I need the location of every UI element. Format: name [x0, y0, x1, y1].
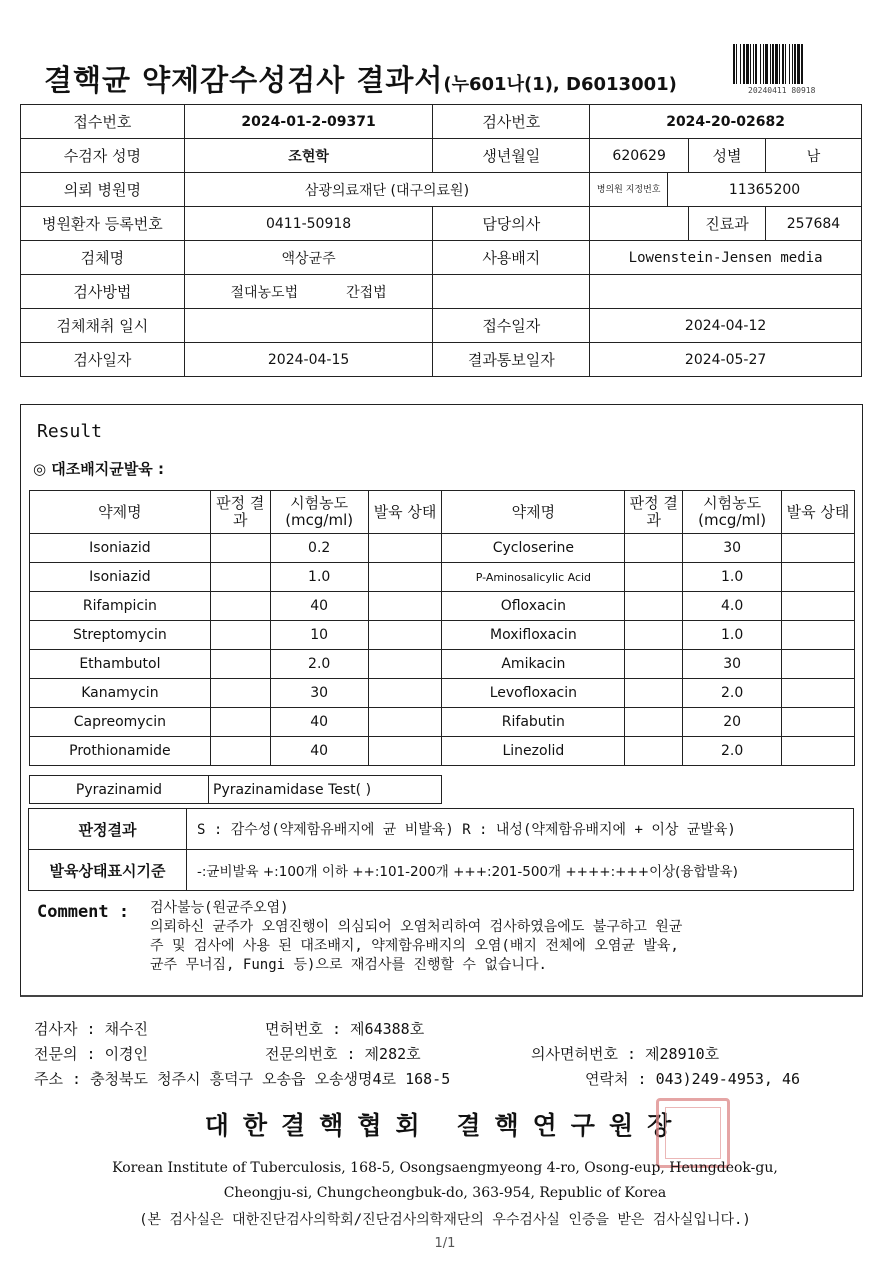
- title-suffix: (누601나(1), D6013001): [443, 74, 677, 95]
- report-date: 2024-05-27: [590, 343, 862, 377]
- growth-status: [782, 534, 855, 563]
- drug-row: [30, 592, 855, 621]
- comment-line: 주 및 검사에 사용 된 대조배지, 약제함유배지의 오염(배지 전체에 오염균 발육,: [150, 938, 679, 954]
- collect-date: [184, 309, 433, 343]
- license-no: 면허번호 : 제64388호: [265, 1020, 425, 1038]
- receipt-date: 2024-04-12: [590, 309, 862, 343]
- patient-reg-label: 병원환자 등록번호: [21, 207, 185, 241]
- judge-legend-label: 판정결과: [29, 809, 187, 850]
- drug-name: P-Aminosalicylic Acid: [442, 563, 625, 592]
- birth: 620629: [590, 139, 689, 173]
- method-label: 검사방법: [21, 275, 185, 309]
- judge-result: [625, 563, 683, 592]
- receipt-date-label: 접수일자: [433, 309, 590, 343]
- growth-status: [368, 621, 442, 650]
- growth-status: [368, 679, 442, 708]
- pza-label: Pyrazinamid: [30, 776, 209, 804]
- judge-result: [625, 679, 683, 708]
- growth-status: [782, 650, 855, 679]
- drug-name: Prothionamide: [30, 737, 211, 766]
- test-concentration: 10: [270, 621, 368, 650]
- test-concentration: 2.0: [270, 650, 368, 679]
- organization-name: 대한결핵협회 결핵연구원장: [204, 1111, 686, 1140]
- drug-name: Rifampicin: [30, 592, 211, 621]
- drug-name: Isoniazid: [30, 563, 211, 592]
- judge-result: [625, 592, 683, 621]
- test-concentration: 4.0: [683, 592, 782, 621]
- dept-label: 진료과: [689, 207, 766, 241]
- judge-result: [625, 534, 683, 563]
- drug-name: Linezolid: [442, 737, 625, 766]
- test-date: 2024-04-15: [184, 343, 433, 377]
- pza-table: [29, 775, 442, 804]
- judge-result: [210, 708, 270, 737]
- drug-name: Rifabutin: [442, 708, 625, 737]
- drug-name: Levofloxacin: [442, 679, 625, 708]
- drug-row: [30, 650, 855, 679]
- collect-date-label: 검체채취 일시: [21, 309, 185, 343]
- drug-row: [30, 708, 855, 737]
- drug-row: [30, 534, 855, 563]
- barcode-icon: [733, 44, 851, 86]
- judge-result: [210, 592, 270, 621]
- comment-line: 균주 무너짐, Fungi 등)으로 재검사를 진행할 수 없습니다.: [150, 957, 547, 973]
- growth-status: [782, 563, 855, 592]
- comment-line: 의뢰하신 균주가 오염진행이 의심되어 오염처리하여 검사하였음에도 불구하고 원균: [150, 919, 683, 935]
- growth-status: [782, 708, 855, 737]
- patient-info-table: [20, 104, 862, 377]
- judge-result: [210, 650, 270, 679]
- hospital-code-label: 병의원 지정번호: [590, 173, 668, 207]
- page-number: 1/1: [434, 1236, 456, 1251]
- certification-note: (본 검사실은 대한진단검사의학회/진단검사의학재단의 우수검사실 인증을 받은 검사실입니다.): [139, 1212, 751, 1228]
- drug-row: [30, 563, 855, 592]
- legend-table: [28, 808, 854, 891]
- patient-name: 조현학: [184, 139, 433, 173]
- test-concentration: 1.0: [270, 563, 368, 592]
- judge-legend-text: S : 감수성(약제함유배지에 균 비발육) R : 내성(약제함유배지에 + 이상 균발육): [187, 809, 854, 850]
- sex-label: 성별: [689, 139, 766, 173]
- hospital: 삼광의료재단 (대구의료원): [184, 173, 589, 207]
- method-empty: [433, 275, 590, 309]
- growth-status: [782, 592, 855, 621]
- drug-name: Kanamycin: [30, 679, 211, 708]
- drug-name: Capreomycin: [30, 708, 211, 737]
- result-label: Result: [37, 421, 103, 442]
- specialist: 전문의 : 이경인: [34, 1045, 149, 1063]
- patient-reg: 0411-50918: [184, 207, 433, 241]
- col-growth: 발육 상태: [368, 491, 442, 534]
- specialist-no: 전문의번호 : 제282호: [265, 1045, 421, 1063]
- growth-status: [782, 679, 855, 708]
- growth-status: [368, 650, 442, 679]
- english-address-2: Cheongju-si, Chungcheongbuk-do, 363-954, Republic of Korea: [223, 1185, 667, 1201]
- doctor: [590, 207, 689, 241]
- col-growth-2: 발육 상태: [782, 491, 855, 534]
- specimen-label: 검체명: [21, 241, 185, 275]
- dept: 257684: [765, 207, 861, 241]
- document-title: [44, 58, 677, 99]
- test-concentration: 1.0: [683, 563, 782, 592]
- judge-result: [210, 534, 270, 563]
- judge-result: [210, 621, 270, 650]
- medium-label: 사용배지: [433, 241, 590, 275]
- drug-table: [29, 490, 855, 766]
- judge-result: [625, 708, 683, 737]
- comment-label: Comment :: [37, 902, 130, 922]
- drug-row: [30, 737, 855, 766]
- test-concentration: 30: [683, 650, 782, 679]
- test-concentration: 0.2: [270, 534, 368, 563]
- method-absolute: 절대농도법: [230, 284, 299, 301]
- growth-status: [368, 592, 442, 621]
- drug-name: Moxifloxacin: [442, 621, 625, 650]
- receipt-no: 2024-01-2-09371: [184, 105, 433, 139]
- report-date-label: 결과통보일자: [433, 343, 590, 377]
- col-drug: 약제명: [30, 491, 211, 534]
- judge-result: [210, 679, 270, 708]
- method-indirect: 간접법: [346, 284, 387, 301]
- test-concentration: 20: [683, 708, 782, 737]
- doctor-label: 담당의사: [433, 207, 590, 241]
- judge-result: [210, 737, 270, 766]
- medium: Lowenstein-Jensen media: [590, 241, 862, 275]
- official-seal-icon: [656, 1098, 730, 1168]
- col-judge-2: 판정 결과: [625, 491, 683, 534]
- col-conc-2: 시험농도 (mcg/ml): [683, 491, 782, 534]
- test-no: 2024-20-02682: [590, 105, 862, 139]
- specimen: 액상균주: [184, 241, 433, 275]
- contact: 연락처 : 043)249-4953, 46: [585, 1070, 801, 1088]
- barcode-number: 20240411 80918: [748, 86, 816, 95]
- col-judge: 판정 결과: [210, 491, 270, 534]
- drug-name: Isoniazid: [30, 534, 211, 563]
- col-conc: 시험농도 (mcg/ml): [270, 491, 368, 534]
- sex: 남: [765, 139, 861, 173]
- comment-text: [150, 899, 845, 975]
- growth-legend-label: 발육상태표시기준: [29, 850, 187, 891]
- test-concentration: 2.0: [683, 737, 782, 766]
- growth-status: [368, 708, 442, 737]
- drug-name: Ofloxacin: [442, 592, 625, 621]
- test-concentration: 30: [270, 679, 368, 708]
- drug-name: Cycloserine: [442, 534, 625, 563]
- growth-status: [368, 563, 442, 592]
- birth-label: 생년월일: [433, 139, 590, 173]
- test-concentration: 1.0: [683, 621, 782, 650]
- test-concentration: 40: [270, 592, 368, 621]
- method-empty-2: [590, 275, 862, 309]
- method: [184, 275, 433, 309]
- control-medium-label: ◎ 대조배지균발육 :: [33, 460, 164, 478]
- growth-status: [368, 737, 442, 766]
- receipt-no-label: 접수번호: [21, 105, 185, 139]
- drug-name: Streptomycin: [30, 621, 211, 650]
- doctor-license-no: 의사면허번호 : 제28910호: [531, 1045, 720, 1063]
- patient-name-label: 수검자 성명: [21, 139, 185, 173]
- drug-table-body: [30, 534, 855, 766]
- test-concentration: 30: [683, 534, 782, 563]
- address: 주소 : 충청북도 청주시 흥덕구 오송읍 오송생명4로 168-5: [34, 1070, 451, 1088]
- drug-name: Amikacin: [442, 650, 625, 679]
- english-address-1: Korean Institute of Tuberculosis, 168-5, Osongsaengmyeong 4-ro, Osong-eup, Heungdeok-gu,: [112, 1160, 778, 1176]
- drug-row: [30, 679, 855, 708]
- hospital-code: 11365200: [668, 173, 862, 207]
- judge-result: [625, 737, 683, 766]
- hospital-label: 의뢰 병원명: [21, 173, 185, 207]
- test-concentration: 40: [270, 737, 368, 766]
- drug-row: [30, 621, 855, 650]
- tester: 검사자 : 채수진: [34, 1020, 149, 1038]
- col-drug-2: 약제명: [442, 491, 625, 534]
- test-date-label: 검사일자: [21, 343, 185, 377]
- comment-line: 검사불능(원균주오염): [150, 900, 289, 916]
- judge-result: [625, 650, 683, 679]
- test-no-label: 검사번호: [433, 105, 590, 139]
- test-concentration: 2.0: [683, 679, 782, 708]
- growth-status: [782, 621, 855, 650]
- pza-test: Pyrazinamidase Test( ): [209, 776, 442, 804]
- growth-legend-text: -:균비발육 +:100개 이하 ++:101-200개 +++:201-500개 ++++:+++이상(융합발육): [187, 850, 854, 891]
- title-main: 결핵균 약제감수성검사 결과서: [44, 63, 444, 97]
- judge-result: [625, 621, 683, 650]
- test-concentration: 40: [270, 708, 368, 737]
- growth-status: [782, 737, 855, 766]
- drug-name: Ethambutol: [30, 650, 211, 679]
- judge-result: [210, 563, 270, 592]
- growth-status: [368, 534, 442, 563]
